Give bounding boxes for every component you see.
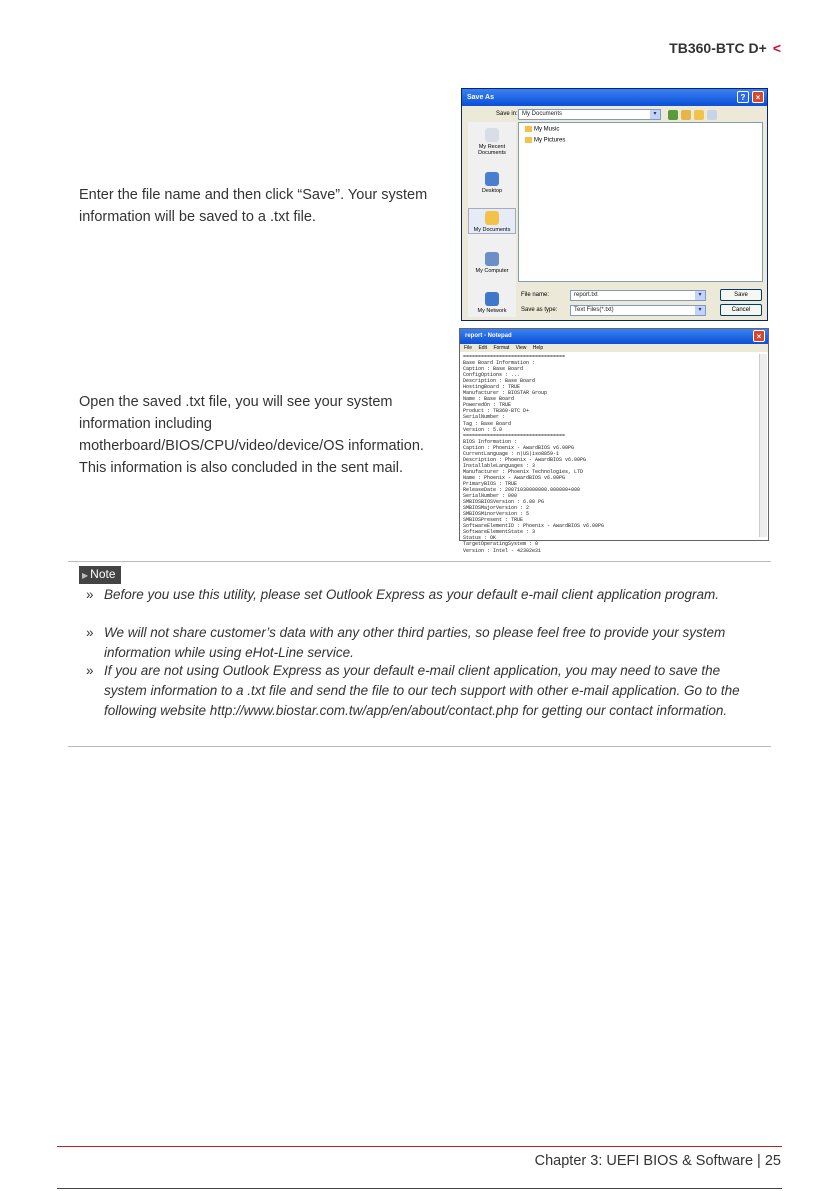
desktop-icon	[485, 172, 499, 186]
notepad-title: report - Notepad	[465, 333, 512, 339]
instruction-save: Enter the file name and then click “Save”. Your system information will be saved to a .txt file.	[79, 187, 428, 225]
file-name-input[interactable]	[570, 290, 706, 301]
note-label-text: Note	[90, 567, 116, 581]
note-label	[79, 566, 121, 584]
list-item[interactable]	[525, 126, 559, 133]
page-footer: Chapter 3: UEFI BIOS & Software | 25	[534, 1153, 781, 1169]
header-arrow-icon: <	[772, 40, 781, 56]
instruction-open: Open the saved .txt file, you will see your system information including motherboard/BIOS/CPU/video/device/OS information. This information is also concluded in the sent mail.	[79, 394, 424, 476]
footer-rule	[57, 1146, 782, 1147]
cancel-button[interactable]: Cancel	[720, 304, 762, 316]
bullet-icon: »	[86, 625, 94, 640]
documents-folder-icon	[485, 211, 499, 225]
list-item-label: My Pictures	[534, 137, 566, 144]
places-bar	[468, 122, 516, 317]
note-item-text: If you are not using Outlook Express as your default e-mail client application, you may need to save the system information to a .txt file and send the file to our tech support with other e-mail application. Go to the following website http://www.biostar.com.tw/app/en/about/contact.php for getting our contact information.	[104, 663, 740, 718]
list-item[interactable]	[525, 137, 565, 144]
save-in-value: My Documents	[522, 111, 563, 117]
place-label: My Computer	[475, 268, 509, 274]
view-menu-icon[interactable]	[707, 110, 717, 120]
save-type-select[interactable]	[570, 305, 706, 316]
place-my-network[interactable]	[468, 292, 516, 314]
notepad-window	[459, 328, 769, 554]
bullet-icon: »	[86, 587, 94, 602]
note-item	[86, 623, 766, 663]
dialog-titlebar	[462, 89, 767, 106]
notepad-titlebar	[460, 329, 768, 344]
note-item-text: We will not share customer’s data with any other third parties, so please feel free to provide your system information while using eHot-Line service.	[104, 625, 726, 660]
note-item-text: Before you use this utility, please set Outlook Express as your default e-mail client application program.	[104, 587, 720, 602]
close-icon[interactable]: ×	[753, 330, 765, 342]
scrollbar[interactable]	[759, 354, 767, 537]
save-in-select[interactable]	[518, 109, 661, 120]
list-item-label: My Music	[534, 126, 560, 133]
save-type-value: Text Files(*.txt)	[574, 307, 614, 313]
place-recent[interactable]	[468, 128, 516, 156]
file-name-label: File name:	[521, 292, 550, 298]
computer-icon	[485, 252, 499, 266]
chevron-down-icon: ▾	[695, 291, 705, 300]
new-folder-icon[interactable]	[694, 110, 704, 120]
notepad-menubar[interactable]: File Edit Format View Help	[460, 344, 768, 352]
folder-icon	[525, 137, 532, 143]
save-button[interactable]: Save	[720, 289, 762, 301]
network-icon	[485, 292, 499, 306]
place-label: My Recent Documents	[478, 144, 506, 156]
note-top-rule	[68, 561, 771, 562]
footer-bottom-rule	[57, 1188, 782, 1189]
place-my-computer[interactable]	[468, 252, 516, 274]
place-label: My Documents	[473, 227, 511, 233]
notepad-text: ================================== Base Board Information : Caption : Base Board ConfigOptions : ... Description : Base Board HostingBoard : TRUE Manufacturer : BIOSTAR Group Name : Base Board PoweredOn : TRUE Product : TB360-BTC D+ SerialNumber : Tag : Base Board Version : 5.0 ================================== BIOS Information : Caption : Phoenix - AwardBIOS v6.00PG CurrentLanguage : n|US|iso8859-1 Description : Phoenix - AwardBIOS v6.00PG InstallableLanguages : 3 Manufacturer : Phoenix Technologies, LTD Name : Phoenix - AwardBIOS v6.00PG PrimaryBIOS : TRUE ReleaseDate : 20071030000000.000000+000 SerialNumber : 000 SMBIOSBIOSVersion : 6.00 PG SMBIOSMajorVersion : 2 SMBIOSMinorVersion : 5 SMBIOSPresent : TRUE SoftwareElementID : Phoenix - AwardBIOS v6.00PG SoftwareElementState : 3 Status : OK TargetOperatingSystem : 0 Version : Intel - 42302e31	[463, 354, 605, 554]
place-my-documents[interactable]	[468, 208, 516, 234]
save-in-label: Save in:	[496, 111, 518, 117]
save-as-dialog	[461, 88, 768, 321]
dialog-title: Save As	[467, 94, 494, 101]
help-button[interactable]: ?	[737, 91, 749, 103]
note-arrow-icon: ▶	[82, 571, 89, 580]
page-header	[669, 40, 781, 56]
back-icon[interactable]	[668, 110, 678, 120]
note-bottom-rule	[68, 746, 771, 747]
recent-documents-icon	[485, 128, 499, 142]
place-label: Desktop	[481, 188, 503, 194]
folder-icon	[525, 126, 532, 132]
note-item	[86, 661, 766, 721]
save-type-label: Save as type:	[521, 307, 558, 313]
note-item	[86, 585, 766, 605]
close-button[interactable]: ×	[752, 91, 764, 103]
place-label: My Network	[477, 308, 507, 314]
up-folder-icon[interactable]	[681, 110, 691, 120]
place-desktop[interactable]	[468, 172, 516, 194]
model-name: TB360-BTC D+	[669, 40, 767, 56]
file-list	[518, 122, 763, 282]
chevron-down-icon: ▾	[695, 306, 705, 315]
chevron-down-icon: ▾	[650, 110, 660, 119]
bullet-icon: »	[86, 663, 94, 678]
file-name-value: report.txt	[574, 292, 598, 298]
